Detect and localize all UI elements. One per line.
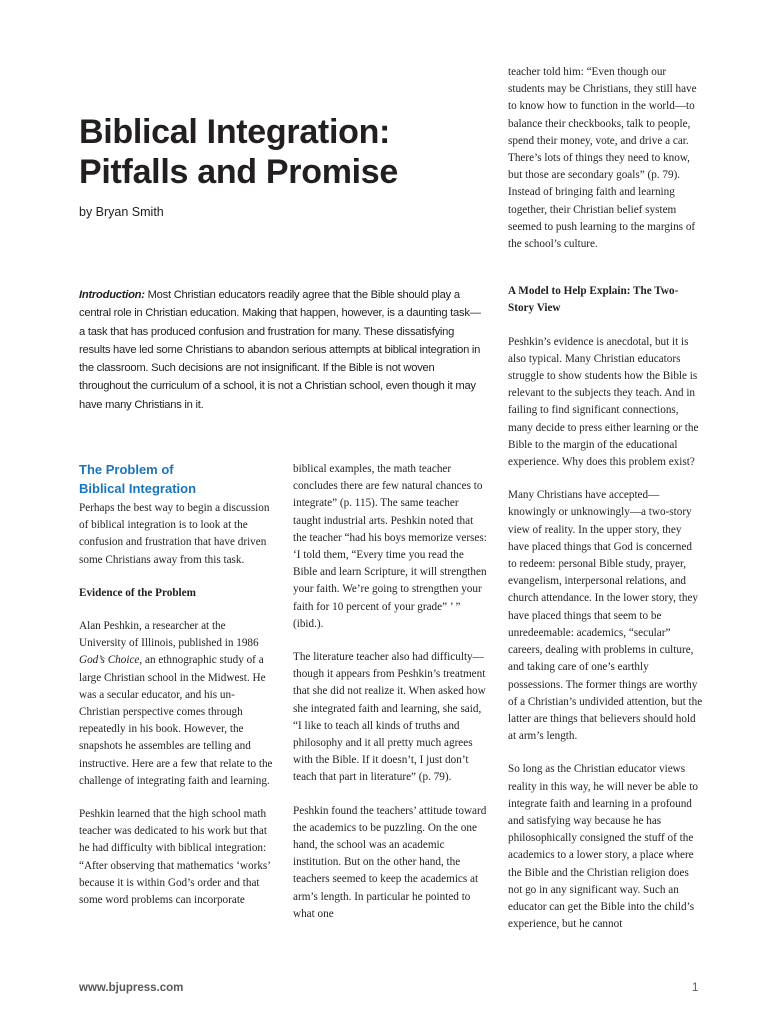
section-heading-line-2: Biblical Integration [79, 480, 197, 496]
paragraph: The literature teacher also had difficulty—though it appears from Peshkin’s treatment that she did not realize it. When asked how she integrated faith and learning, she said, “I like to teach all kinds of truths and philosophy and it all pretty much agrees with the Bible. If it doesn’t, I just don’t teach that part in literature” (p. 79). [293, 651, 486, 784]
paragraph: Peshkin’s evidence is anecdotal, but it is also typical. Many Christian educators struggle to show students how the Bible is relevant to the subjects they teach. And in failing to find significant connections, many decide to press either learning or the Bible to the margin of the educational experience. Why does this problem exist? [508, 335, 699, 469]
paragraph: Peshkin learned that the high school math teacher was dedicated to his work but that he had difficulty with biblical integration: “After observing that mathematics ‘works’ because it is within God’s order and that some word problems can incorporate [79, 808, 271, 907]
byline: by Bryan Smith [79, 205, 164, 219]
title-line-1: Biblical Integration: [79, 113, 391, 151]
paragraph-text: Alan Peshkin, a researcher at the University of Illinois, published in 1986 [79, 620, 259, 650]
paragraph: teacher told him: “Even though our students may be Christians, they still have to know how to function in the world—to balance their checkbooks, talk to people, spend their money, vote, and drive a car. There’s lots of things they need to know, but those are secondary goals” (p. 79). Instead of bringing faith and learning together, their Christian belief system seemed to push learning to the margins of the school’s culture. [508, 66, 697, 251]
footer-url[interactable]: www.bjupress.com [79, 982, 184, 994]
section-heading-line-1: The Problem of [79, 462, 174, 477]
paragraph: Many Christians have accepted—knowingly or unknowingly—a two-story view of reality. In the upper story, they have placed things that God is concerned to redeem: personal Bible study, prayer, evangelism, interpersonal relations, and church attendance. In the lower story, they have placed things that seem to be unredeemable: academics, “secular” careers, dealing with problems in culture, and taking care of one’s earthly possessions. The former things are worthy of a Christian’s undivided attention, but the latter are things that believers should hold at arm’s length. [508, 489, 703, 743]
column-1 [79, 461, 273, 925]
paragraph: Perhaps the best way to begin a discussion of biblical integration is to look at the confusion and frustration that have driven some Christians away from this task. [79, 502, 270, 566]
subheading-two-story-model: A Model to Help Explain: The Two-Story View [508, 285, 679, 315]
paragraph: biblical examples, the math teacher concludes there are few natural chances to integrate” (p. 115). The same teacher taught industrial arts. Peshkin noted that the teacher “had his boys memorize verses: ‘I told them, “Every time you read the Bible and learn Scripture, it will strengthen your faith. We’re going to strengthen your faith for 10 percent of your grade” ’ ” (ibid.). [293, 463, 487, 630]
paragraph [79, 618, 273, 790]
introduction-lead: Introduction: [79, 289, 145, 301]
column-2 [293, 461, 487, 939]
paragraph: So long as the Christian educator views reality in this way, he will never be able to integrate faith and learning in a profound and satisfying way because he has philosophically consigned the stuff of the academics to a lower story, a place where the Bible and the Christian religion does not go in any significant way. Such an educator can get the Bible into the child’s experience, but he cannot [508, 763, 699, 931]
book-title: God’s Choice [79, 654, 140, 667]
paragraph-text: , an ethnographic study of a large Christian school in the Midwest. He was a secular educator, and his un-Christian perspective comes through repeatedly in his book. However, the snapshots he assembles are telling and instructive. Here are a few that relate to the challenge of integrating faith and learning. [79, 654, 273, 787]
introduction-text: Most Christian educators readily agree that the Bible should play a central role in Christian education. Making that happen, however, is a daunting task—a task that has produced confusion and frustration for many. These dissatisfying results have led some Christians to abandon serious attempts at biblical integration in the classroom. Such decisions are not insignificant. If the Bible is not woven throughout the curriculum of a school, it is not a Christian school, even though it may have many Christians in it. [79, 289, 481, 411]
article-title [79, 112, 489, 192]
title-line-2: Pitfalls and Promise [79, 153, 398, 191]
paragraph: Peshkin found the teachers’ attitude toward the academics to be puzzling. On the one hand, the school was an academic institution. But on the other hand, the teachers seemed to keep the academics at arm’s length. In particular he pointed to what one [293, 804, 487, 920]
page-number: 1 [692, 982, 699, 994]
column-3 [508, 64, 703, 949]
introduction-paragraph [79, 286, 481, 414]
subheading-evidence: Evidence of the Problem [79, 586, 196, 599]
section-heading-problem [79, 461, 273, 498]
